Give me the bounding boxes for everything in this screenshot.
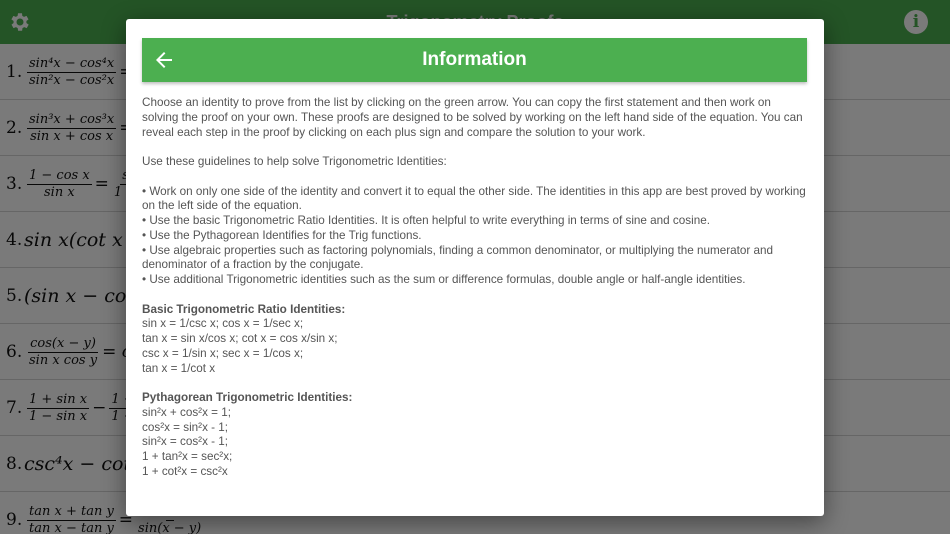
pythagorean-identities-heading: Pythagorean Trigonometric Identities:: [142, 391, 353, 404]
guideline-item: • Use the Pythagorean Identifies for the Trig functions.: [142, 228, 422, 242]
identity-line: tan x = 1/cot x: [142, 361, 216, 375]
dialog-header: [142, 38, 807, 82]
basic-identities-heading: Basic Trigonometric Ratio Identities:: [142, 302, 346, 316]
guideline-item: • Use algebraic properties such as factoring polynomials, finding a common denominator, or multiplying the numerator and denominator of a fraction by the conjugate.: [142, 243, 773, 272]
identity-line: 1 + cot²x = csc²x: [142, 464, 228, 478]
identity-line: sin²x + cos²x = 1;: [142, 405, 231, 419]
guideline-item: • Work on only one side of the identity and convert it to equal the other side. The identities in this app are best proved by working on the left side of the equation.: [142, 184, 806, 213]
identity-line: sin x = 1/csc x; cos x = 1/sec x;: [142, 317, 304, 331]
information-dialog: [126, 19, 824, 516]
intro-paragraph: Choose an identity to prove from the list by clicking on the green arrow. You can copy the first statement and then work on solving the proof on your own. These proofs are designed to be solved by working on the left hand side of the equation. You can reveal each step in the proof by clicking on each plus sign and compare the solution to your work.: [142, 96, 803, 139]
identity-line: csc x = 1/sin x; sec x = 1/cos x;: [142, 346, 304, 360]
identity-line: tan x = sin x/cos x; cot x = cos x/sin x;: [142, 332, 338, 345]
dialog-content: [142, 96, 809, 480]
identity-line: cos²x = sin²x - 1;: [142, 420, 229, 434]
guideline-item: • Use the basic Trigonometric Ratio Identities. It is often helpful to write everything in terms of sine and cosine.: [142, 214, 710, 227]
identity-line: 1 + tan²x = sec²x;: [142, 450, 233, 463]
identity-line: sin²x = cos²x - 1;: [142, 435, 229, 449]
dialog-title: Information: [422, 49, 527, 70]
guideline-item: • Use additional Trigonometric identities such as the sum or difference formulas, double angle or half-angle identities.: [142, 273, 746, 286]
guidelines-intro: Use these guidelines to help solve Trigonometric Identities:: [142, 155, 447, 168]
